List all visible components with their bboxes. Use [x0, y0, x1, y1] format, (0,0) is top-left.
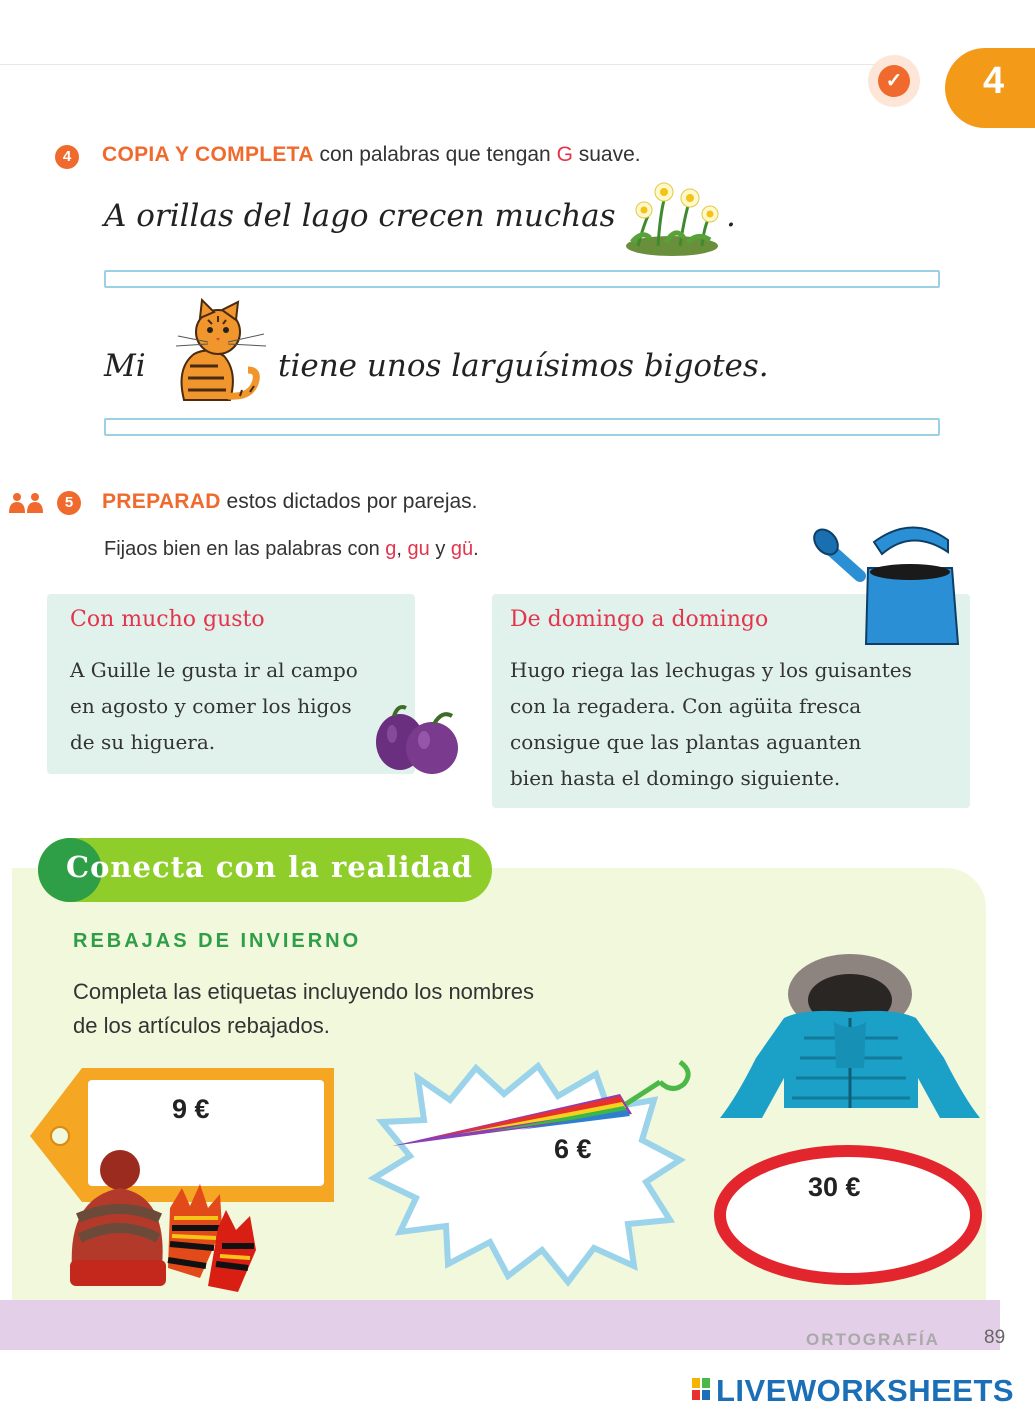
- highlight-gu: gu: [407, 538, 430, 560]
- sentence-1: A orillas del lago crecen muchas: [104, 198, 616, 234]
- sentence-2-end: tiene unos larguísimos bigotes.: [278, 348, 769, 384]
- daisies-illustration: [618, 176, 722, 260]
- hat-gloves-illustration: [50, 1148, 270, 1298]
- instruction-text: con palabras que tengan: [313, 143, 557, 166]
- dictation-1-text: A Guille le gusta ir al campo en agosto y comer los higos de su higuera.: [70, 658, 358, 754]
- unit-tab: [945, 48, 1035, 128]
- watering-can-illustration: [812, 518, 980, 650]
- answer-line-2[interactable]: [104, 418, 940, 436]
- exercise-5-number: 5: [57, 491, 81, 515]
- answer-line-1[interactable]: [104, 270, 940, 288]
- letter-g: G: [556, 143, 573, 166]
- conecta-label: Conecta con la realidad: [66, 850, 473, 884]
- tag-1-price: 9 €: [172, 1094, 210, 1124]
- exercise-4-keyword: COPIA Y COMPLETA: [102, 143, 314, 166]
- sub-text-end: .: [473, 538, 479, 560]
- check-icon: ✓: [878, 65, 910, 97]
- highlight-gue: gü: [450, 538, 474, 560]
- figs-illustration: [372, 700, 464, 776]
- cat-illustration: [160, 296, 270, 404]
- exercise-5-keyword: PREPARAD: [102, 490, 221, 513]
- section-instruction: Completa las etiquetas incluyendo los nombres de los artículos rebajados.: [73, 979, 535, 1038]
- tag-3-answer-field[interactable]: [760, 1210, 936, 1240]
- tag-2-answer-field[interactable]: [418, 1180, 628, 1210]
- coat-illustration: [704, 948, 986, 1108]
- dictation-1-title: Con mucho gusto: [70, 607, 265, 632]
- top-rule: [0, 64, 880, 65]
- umbrella-illustration: [388, 1056, 698, 1166]
- sentence-1-end: .: [726, 198, 736, 234]
- highlight-g: g: [385, 538, 397, 560]
- sep-2: y: [429, 538, 451, 560]
- instruction-text-end: suave.: [572, 143, 641, 166]
- exercise-4-number: 4: [55, 145, 79, 169]
- tag-2-price: 6 €: [554, 1134, 592, 1164]
- dictation-2-text: Hugo riega las lechugas y los guisantes con la regadera. Con agüita fresca consigue que las plantas aguanten bien hasta el domingo siguiente.: [510, 658, 912, 790]
- sub-text: Fijaos bien en las palabras con: [104, 538, 386, 560]
- brand-name: LIVEWORKSHEETS: [716, 1373, 1015, 1408]
- liveworksheets-logo-icon: [692, 1378, 710, 1400]
- sentence-2-start: Mi: [104, 348, 146, 384]
- unit-number: 4: [983, 60, 1005, 102]
- exercise-5-subinstruction: [104, 538, 479, 561]
- section-title: REBAJAS DE INVIERNO: [73, 930, 362, 952]
- tag-3-price: 30 €: [808, 1172, 861, 1202]
- page-number: 89: [984, 1327, 1006, 1348]
- exercise-5-text: estos dictados por parejas.: [220, 490, 478, 513]
- pair-work-icon: [8, 492, 44, 514]
- footer-section-label: ORTOGRAFÍA: [806, 1330, 940, 1349]
- dictation-2-title: De domingo a domingo: [510, 607, 769, 632]
- exercise-4-instruction: [102, 143, 641, 167]
- sep-1: ,: [396, 538, 408, 560]
- check-badge: [868, 55, 920, 107]
- exercise-5-instruction: [102, 490, 478, 514]
